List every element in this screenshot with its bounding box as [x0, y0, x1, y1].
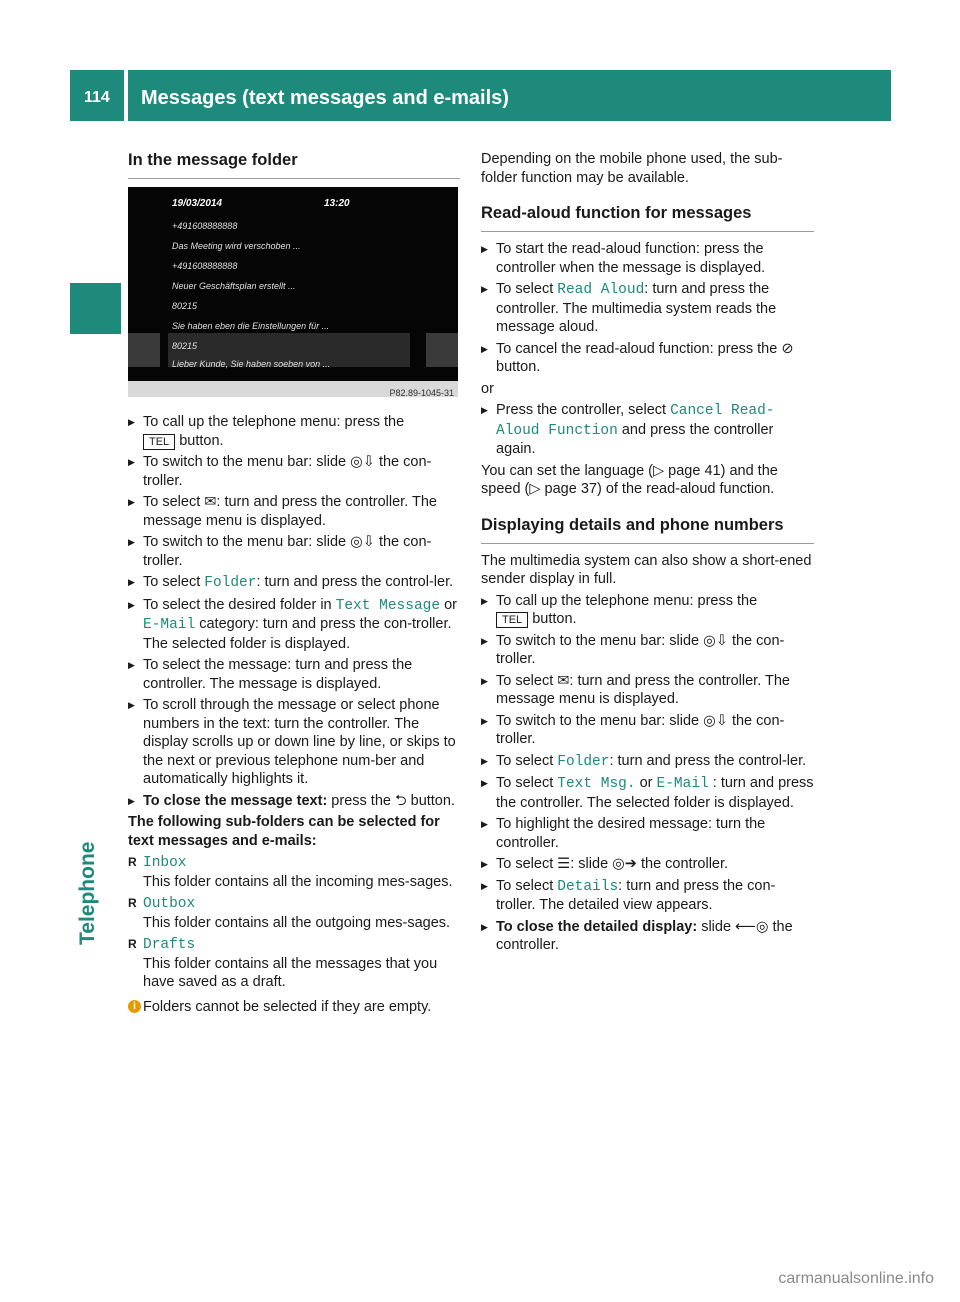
screen-row: Sie haben eben die Einstellungen für ... [172, 321, 330, 331]
section-heading-message-folder: In the message folder [128, 150, 460, 179]
language-note: You can set the language (▷ page 41) and the speed (▷ page 37) of the read-aloud function. [481, 462, 778, 497]
screen-row: +491608888888 [172, 261, 238, 271]
folder-item: R Inbox This folder contains all the incoming mes-sages. [128, 853, 460, 891]
watermark: carmanualsonline.info [778, 1270, 934, 1287]
screen-left-tab [128, 333, 160, 367]
figure-reference: P82.89-1045-31 [389, 388, 454, 397]
step: ▶ To switch to the menu bar: slide ◎⇩ the con-troller. [481, 632, 814, 669]
tel-key-icon: TEL [143, 434, 175, 450]
or-text: or [481, 380, 494, 397]
left-column [128, 150, 460, 1016]
step: ▶ To scroll through the message or select phone numbers in the text: turn the controller. The display scrolls up or down line by line, or skips to the next or previous telephone num-ber and automatically highlights it. [128, 696, 460, 789]
step: ▶ To select Read Aloud: turn and press the controller. The multimedia system reads the message aloud. [481, 280, 814, 337]
folder-item: R Drafts This folder contains all the messages that you have saved as a draft. [128, 935, 460, 992]
step: ▶ To switch to the menu bar: slide ◎⇩ the con-troller. [481, 712, 814, 749]
step: ▶ To close the detailed display: slide ⟵◎ the controller. [481, 918, 814, 955]
screen-row: Lieber Kunde, Sie haben soeben von ... [172, 359, 331, 369]
screen-row: Neuer Geschäftsplan erstellt ... [172, 281, 296, 291]
screen-row: 80215 [172, 301, 198, 311]
screen-illustration [128, 187, 458, 397]
step: ▶ To select ☰: slide ◎➔ the controller. [481, 855, 814, 874]
folder-item: R Outbox This folder contains all the outgoing mes-sages. [128, 894, 460, 932]
step: ▶ To select the desired folder in Text Message or E-Mail category: turn and press the con-troller. The selected folder is displayed. [128, 596, 460, 654]
screen-row: +491608888888 [172, 221, 238, 231]
info-note: i Folders cannot be selected if they are empty. [128, 998, 460, 1017]
header-title: Messages (text messages and e-mails) [141, 87, 509, 109]
step: ▶ To cancel the read-aloud function: press the ⊘ button. [481, 340, 814, 377]
step: ▶ Press the controller, select Cancel Read-Aloud Function and press the controller again. [481, 401, 814, 459]
tel-key-icon: TEL [496, 612, 528, 628]
intro-text: Depending on the mobile phone used, the sub-folder function may be available. [481, 151, 783, 186]
page-number: 114 [84, 89, 110, 106]
step: ▶ To close the message text: press the ⮌ button. [128, 792, 460, 811]
page-header [70, 70, 891, 121]
screen-time: 13:20 [324, 198, 350, 209]
screen-row: Das Meeting wird verschoben ... [172, 241, 301, 251]
screen-footer [128, 381, 458, 397]
screen-row: 80215 [172, 341, 198, 351]
subfolder-heading: The following sub-folders can be selected for text messages and e-mails: [128, 814, 440, 849]
intro-text: The multimedia system can also show a short-ened sender display in full. [481, 552, 812, 587]
section-heading-details: Displaying details and phone numbers [481, 515, 814, 544]
screen-right-tab [426, 333, 458, 367]
info-icon: i [128, 1000, 141, 1013]
step: ▶ To select Folder: turn and press the control-ler. [128, 573, 460, 593]
step: ▶ To select Folder: turn and press the control-ler. [481, 752, 814, 772]
step: ▶ To select Text Msg. or E-Mail : turn and press the controller. The selected folder is displayed. [481, 774, 814, 812]
section-heading-read-aloud: Read-aloud function for messages [481, 203, 814, 232]
screen-date: 19/03/2014 [172, 198, 223, 209]
step: ▶ To select ✉: turn and press the controller. The message menu is displayed. [128, 493, 460, 530]
step: ▶ To start the read-aloud function: press the controller when the message is displayed. [481, 240, 814, 277]
page-number-box [70, 70, 128, 121]
step: ▶ To switch to the menu bar: slide ◎⇩ the con-troller. [128, 533, 460, 570]
step: ▶ To select ✉: turn and press the controller. The message menu is displayed. [481, 672, 814, 709]
right-column [481, 150, 814, 958]
step: ▶ To switch to the menu bar: slide ◎⇩ the con-troller. [128, 453, 460, 490]
step: ▶ To select Details: turn and press the con-troller. The detailed view appears. [481, 877, 814, 915]
step: ▶ To select the message: turn and press the controller. The message is displayed. [128, 656, 460, 693]
section-tab-marker [70, 283, 121, 334]
step: ▶ To call up the telephone menu: press the TEL button. [128, 413, 460, 450]
step: ▶ To highlight the desired message: turn the controller. [481, 815, 814, 852]
step: ▶ To call up the telephone menu: press the TEL button. [481, 592, 814, 629]
